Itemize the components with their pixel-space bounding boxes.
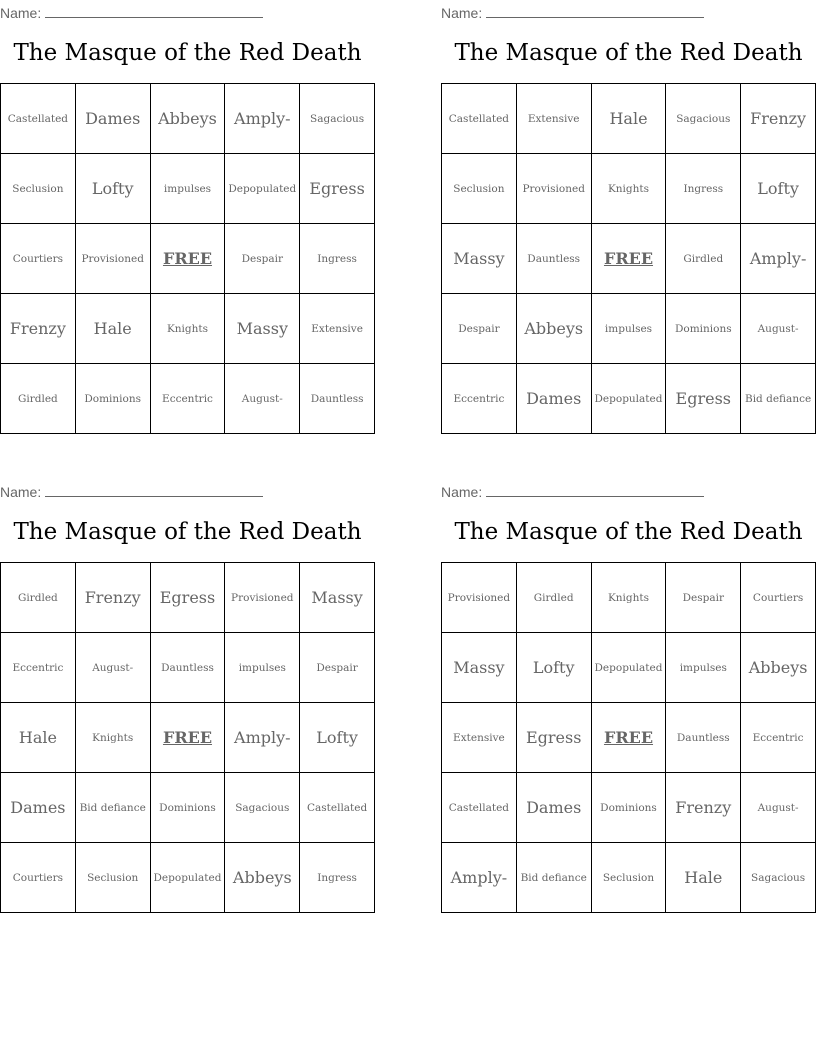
bingo-cell: Amply- bbox=[741, 224, 816, 294]
bingo-cell: Knights bbox=[150, 294, 225, 364]
bingo-cell: Girdled bbox=[1, 563, 76, 633]
name-field bbox=[441, 3, 704, 21]
bingo-cell: Dominions bbox=[150, 773, 225, 843]
card-title: The Masque of the Red Death bbox=[454, 40, 803, 66]
bingo-cell: Dames bbox=[516, 364, 591, 434]
grid-row bbox=[1, 364, 375, 434]
bingo-cell: Massy bbox=[300, 563, 375, 633]
name-label: Name: bbox=[0, 484, 42, 500]
bingo-grid bbox=[441, 83, 816, 434]
bingo-cell: Bid defiance bbox=[75, 773, 150, 843]
grid-row bbox=[442, 294, 816, 364]
bingo-cell: Massy bbox=[442, 633, 517, 703]
bingo-cell: impulses bbox=[150, 154, 225, 224]
bingo-cell: Dames bbox=[75, 84, 150, 154]
bingo-cell: impulses bbox=[225, 633, 300, 703]
grid-row bbox=[442, 154, 816, 224]
name-line bbox=[45, 482, 263, 497]
bingo-cell: Lofty bbox=[300, 703, 375, 773]
bingo-cell: Frenzy bbox=[1, 294, 76, 364]
grid-row bbox=[1, 154, 375, 224]
bingo-cell: Courtiers bbox=[741, 563, 816, 633]
bingo-cell: Dauntless bbox=[150, 633, 225, 703]
bingo-cell: Dauntless bbox=[666, 703, 741, 773]
bingo-cell: Dominions bbox=[591, 773, 666, 843]
grid-row bbox=[1, 773, 375, 843]
bingo-cell: Castellated bbox=[1, 84, 76, 154]
bingo-cell: Extensive bbox=[516, 84, 591, 154]
bingo-cell: Eccentric bbox=[1, 633, 76, 703]
name-label: Name: bbox=[441, 484, 483, 500]
name-field bbox=[0, 3, 263, 21]
bingo-cell: Provisioned bbox=[75, 224, 150, 294]
bingo-cell: Provisioned bbox=[442, 563, 517, 633]
grid-row bbox=[1, 633, 375, 703]
bingo-cell: Abbeys bbox=[225, 843, 300, 913]
bingo-cell: Egress bbox=[516, 703, 591, 773]
grid-row bbox=[1, 224, 375, 294]
bingo-grid bbox=[441, 562, 816, 913]
bingo-cell: Sagacious bbox=[741, 843, 816, 913]
bingo-cell: impulses bbox=[666, 633, 741, 703]
bingo-cell: Sagacious bbox=[666, 84, 741, 154]
bingo-cell: Dominions bbox=[666, 294, 741, 364]
bingo-cell: Amply- bbox=[225, 84, 300, 154]
name-field bbox=[441, 482, 704, 500]
bingo-cell: Depopulated bbox=[225, 154, 300, 224]
bingo-cell: Dauntless bbox=[300, 364, 375, 434]
bingo-cell: Egress bbox=[666, 364, 741, 434]
grid-row bbox=[1, 843, 375, 913]
bingo-cell: Provisioned bbox=[225, 563, 300, 633]
grid-row bbox=[1, 84, 375, 154]
bingo-cell: Sagacious bbox=[300, 84, 375, 154]
bingo-cell: Provisioned bbox=[516, 154, 591, 224]
free-space: FREE bbox=[591, 703, 666, 773]
bingo-cell: Eccentric bbox=[741, 703, 816, 773]
bingo-grid bbox=[0, 562, 375, 913]
bingo-cell: August- bbox=[225, 364, 300, 434]
free-space: FREE bbox=[150, 703, 225, 773]
name-line bbox=[45, 3, 263, 18]
grid-row bbox=[442, 773, 816, 843]
bingo-cell: Lofty bbox=[741, 154, 816, 224]
bingo-cell: Knights bbox=[75, 703, 150, 773]
bingo-cell: Frenzy bbox=[666, 773, 741, 843]
bingo-cell: Bid defiance bbox=[741, 364, 816, 434]
bingo-cell: Amply- bbox=[442, 843, 517, 913]
bingo-cell: Seclusion bbox=[75, 843, 150, 913]
bingo-cell: Dominions bbox=[75, 364, 150, 434]
bingo-cell: August- bbox=[741, 294, 816, 364]
name-label: Name: bbox=[0, 5, 42, 21]
bingo-cell: Ingress bbox=[666, 154, 741, 224]
bingo-cell: Abbeys bbox=[150, 84, 225, 154]
bingo-cell: Bid defiance bbox=[516, 843, 591, 913]
name-field bbox=[0, 482, 263, 500]
bingo-cell: Massy bbox=[225, 294, 300, 364]
bingo-cell: Girdled bbox=[1, 364, 76, 434]
bingo-cell: Seclusion bbox=[1, 154, 76, 224]
bingo-cell: August- bbox=[741, 773, 816, 843]
name-label: Name: bbox=[441, 5, 483, 21]
free-space: FREE bbox=[150, 224, 225, 294]
bingo-cell: Abbeys bbox=[741, 633, 816, 703]
card-title: The Masque of the Red Death bbox=[13, 519, 362, 545]
free-space: FREE bbox=[591, 224, 666, 294]
bingo-cell: Hale bbox=[75, 294, 150, 364]
bingo-cell: Frenzy bbox=[741, 84, 816, 154]
bingo-cell: Lofty bbox=[75, 154, 150, 224]
bingo-cell: Hale bbox=[666, 843, 741, 913]
bingo-cell: Dames bbox=[1, 773, 76, 843]
bingo-cell: Hale bbox=[591, 84, 666, 154]
bingo-cell: Dauntless bbox=[516, 224, 591, 294]
bingo-cell: Extensive bbox=[300, 294, 375, 364]
bingo-cell: Seclusion bbox=[591, 843, 666, 913]
grid-row bbox=[442, 224, 816, 294]
bingo-cell: Despair bbox=[442, 294, 517, 364]
grid-row bbox=[442, 703, 816, 773]
bingo-cell: Depopulated bbox=[591, 364, 666, 434]
bingo-cell: impulses bbox=[591, 294, 666, 364]
bingo-cell: Sagacious bbox=[225, 773, 300, 843]
card-title: The Masque of the Red Death bbox=[13, 40, 362, 66]
grid-row bbox=[442, 364, 816, 434]
bingo-cell: Eccentric bbox=[442, 364, 517, 434]
name-line bbox=[486, 482, 704, 497]
bingo-cell: Castellated bbox=[442, 773, 517, 843]
bingo-cell: Knights bbox=[591, 563, 666, 633]
grid-row bbox=[442, 843, 816, 913]
bingo-cell: Despair bbox=[300, 633, 375, 703]
card-title: The Masque of the Red Death bbox=[454, 519, 803, 545]
bingo-cell: Massy bbox=[442, 224, 517, 294]
bingo-cell: Girdled bbox=[516, 563, 591, 633]
bingo-cell: Courtiers bbox=[1, 224, 76, 294]
bingo-cell: Girdled bbox=[666, 224, 741, 294]
bingo-cell: Castellated bbox=[442, 84, 517, 154]
bingo-cell: Despair bbox=[666, 563, 741, 633]
bingo-cell: Ingress bbox=[300, 224, 375, 294]
grid-row bbox=[442, 563, 816, 633]
bingo-cell: Seclusion bbox=[442, 154, 517, 224]
bingo-cell: Knights bbox=[591, 154, 666, 224]
grid-row bbox=[1, 563, 375, 633]
grid-row bbox=[1, 294, 375, 364]
bingo-cell: Dames bbox=[516, 773, 591, 843]
bingo-cell: August- bbox=[75, 633, 150, 703]
bingo-grid bbox=[0, 83, 375, 434]
bingo-cell: Extensive bbox=[442, 703, 517, 773]
bingo-cell: Frenzy bbox=[75, 563, 150, 633]
bingo-cell: Despair bbox=[225, 224, 300, 294]
bingo-cell: Depopulated bbox=[591, 633, 666, 703]
bingo-cell: Abbeys bbox=[516, 294, 591, 364]
bingo-cell: Courtiers bbox=[1, 843, 76, 913]
bingo-cell: Egress bbox=[300, 154, 375, 224]
bingo-cell: Ingress bbox=[300, 843, 375, 913]
bingo-cell: Amply- bbox=[225, 703, 300, 773]
grid-row bbox=[442, 633, 816, 703]
bingo-cell: Lofty bbox=[516, 633, 591, 703]
name-line bbox=[486, 3, 704, 18]
grid-row bbox=[442, 84, 816, 154]
bingo-cell: Hale bbox=[1, 703, 76, 773]
bingo-cell: Egress bbox=[150, 563, 225, 633]
bingo-cell: Eccentric bbox=[150, 364, 225, 434]
bingo-cell: Castellated bbox=[300, 773, 375, 843]
grid-row bbox=[1, 703, 375, 773]
bingo-cell: Depopulated bbox=[150, 843, 225, 913]
